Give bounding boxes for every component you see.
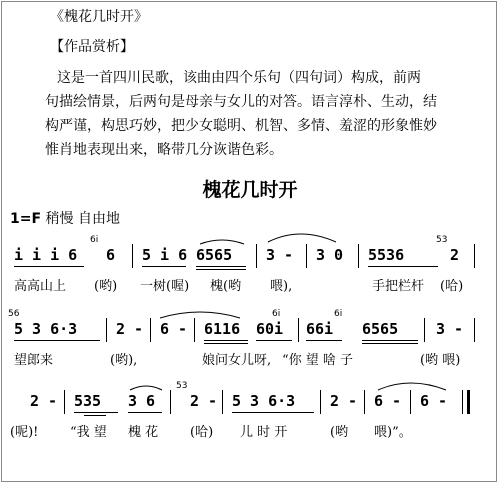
- lyric: (哟),: [110, 353, 138, 368]
- grace-note: 56: [8, 309, 20, 319]
- note-group: 3 -: [266, 246, 294, 264]
- lyric: 儿 时 开: [240, 425, 288, 440]
- intro-line: 惟肖地表现出来，略带几分诙谐色彩。: [45, 142, 283, 158]
- lyric: 一树(喔): [140, 279, 190, 294]
- intro-line: 句描绘情景，后两句是母亲与女儿的对答。语言淳朴、生动，结: [45, 94, 437, 110]
- note-group: 5 i 6: [142, 246, 188, 264]
- note-group: 3 6: [128, 392, 156, 410]
- intro-line: 构严谨，构思巧妙，把少女聪明、机智、多情、羞涩的形象惟妙: [45, 118, 437, 134]
- lyric: 手把栏杆: [372, 279, 425, 294]
- note-group: 6 -: [160, 320, 188, 338]
- note-group: 535: [74, 392, 102, 410]
- lyric: “我 望: [70, 425, 107, 440]
- lyric: 喂)”。: [374, 425, 412, 440]
- note-group: 5 3 6·3: [232, 392, 296, 410]
- tempo-marking: 稍慢 自由地: [45, 211, 120, 227]
- lyric: (哟: [330, 425, 349, 440]
- note-group: 6 -: [374, 392, 402, 410]
- appreciation-heading: 【作品赏析】: [50, 39, 134, 55]
- intro-line: 这是一首四川民歌，该曲由四个乐句（四句词）构成，前两: [57, 70, 421, 86]
- lyric: 娘问女儿呀,: [202, 353, 272, 368]
- note-group: 6: [106, 246, 116, 264]
- lyric: 高高山上: [14, 279, 67, 294]
- song-title-ref: 《槐花几时开》: [50, 9, 148, 25]
- note-group: 66i: [306, 320, 334, 338]
- note-group: 2 -: [190, 392, 218, 410]
- note-group: 5536: [368, 246, 405, 264]
- key-signature: 1=F: [10, 211, 42, 227]
- note-group: 6565: [362, 320, 399, 338]
- lyric: 槐(哟: [210, 279, 242, 294]
- note-group: 3 -: [436, 320, 464, 338]
- lyric: 槐 花: [128, 425, 159, 440]
- lyric: (哟): [94, 279, 118, 294]
- note-group: 2 -: [30, 392, 58, 410]
- grace-note: 6i: [334, 309, 343, 319]
- note-group: 6116: [204, 320, 241, 338]
- note-group: 2 -: [330, 392, 358, 410]
- grace-note: 6i: [272, 309, 281, 319]
- grace-note: 6i: [90, 235, 99, 245]
- grace-note: 53: [176, 381, 188, 391]
- lyric: 喂),: [270, 279, 293, 294]
- note-group: 6565: [196, 246, 233, 264]
- grace-note: 53: [436, 235, 448, 245]
- note-group: i i i 6: [14, 246, 78, 264]
- lyric: “你 望 啥 子: [282, 353, 354, 368]
- score-title: 槐花几时开: [202, 179, 298, 201]
- lyric: (呢)!: [10, 425, 39, 440]
- note-group: 60i: [256, 320, 284, 338]
- lyric: (哟 喂): [420, 353, 461, 368]
- note-group: 5 3 6·3: [14, 320, 78, 338]
- note-group: 6 -: [420, 392, 448, 410]
- lyric: 望郎来: [14, 353, 54, 368]
- note-group: 2 -: [116, 320, 144, 338]
- lyric: (哈): [190, 425, 214, 440]
- note-group: 3 0: [316, 246, 344, 264]
- note-group: 2: [450, 246, 460, 264]
- lyric: (哈): [440, 279, 464, 294]
